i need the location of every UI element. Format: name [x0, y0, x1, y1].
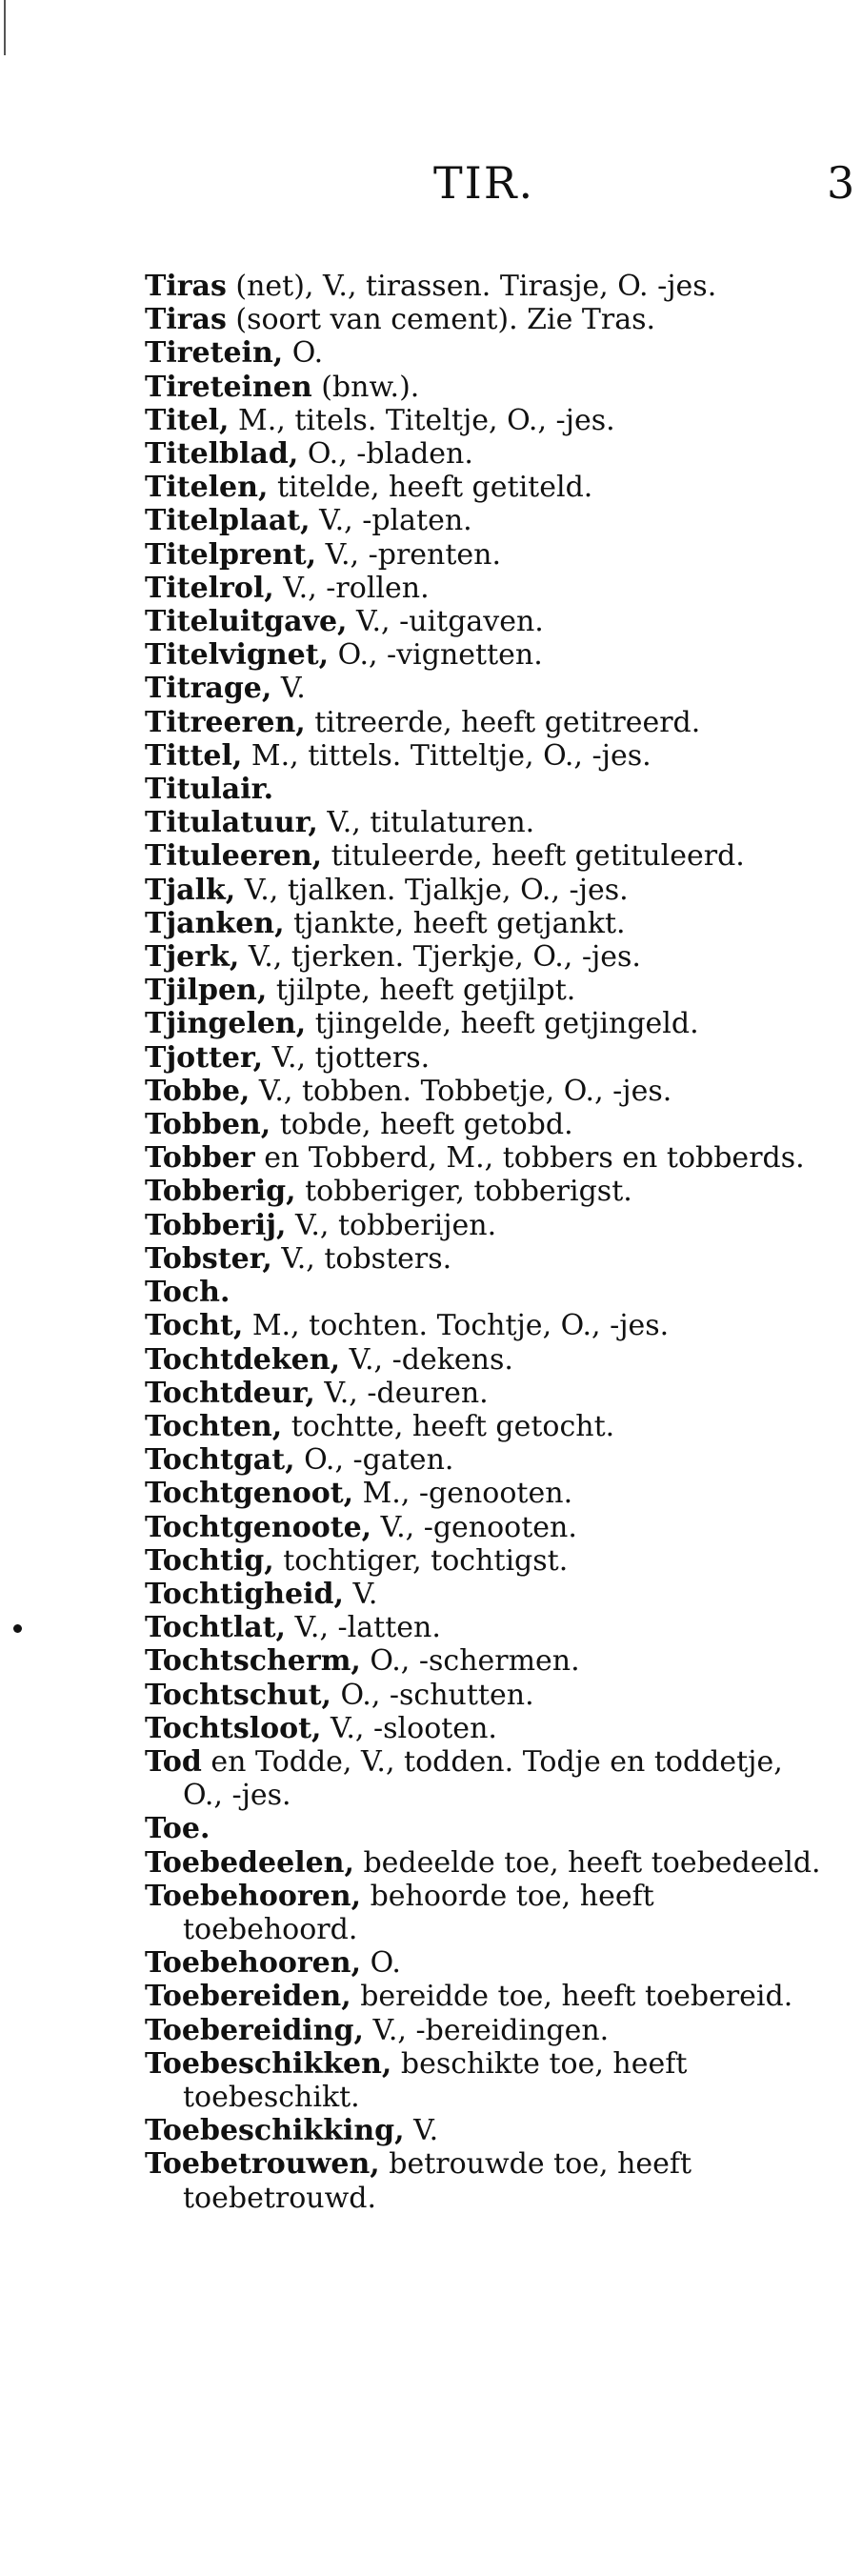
entry-headword: Titelblad,	[145, 437, 299, 472]
entry-definition: O., -vignetten.	[329, 638, 543, 673]
dictionary-entry	[145, 1846, 831, 1880]
entry-definition: M., titels. Titeltje, O., -jes.	[229, 403, 615, 437]
entry-headword: Tochtdeur,	[145, 1376, 315, 1410]
entry-headword: Toebetrouwen,	[145, 2147, 380, 2182]
dictionary-entry	[145, 1812, 831, 1845]
entry-definition: V.	[343, 1577, 378, 1611]
dictionary-entry	[145, 504, 831, 537]
entry-headword: Tochtschut,	[145, 1678, 331, 1712]
entry-definition: V., -bereidingen.	[363, 2013, 610, 2047]
dictionary-entry	[145, 1108, 831, 1141]
dictionary-entry	[145, 572, 831, 605]
entry-definition: V.	[271, 672, 306, 706]
entry-definition: V., tobberijen.	[286, 1208, 497, 1242]
entry-definition: V., tjotters.	[263, 1040, 431, 1075]
entry-definition: titelde, heeft getiteld.	[268, 471, 593, 505]
entry-headword: Titelen,	[145, 471, 269, 505]
dictionary-entry	[145, 806, 831, 839]
entry-definition: M., tittels. Titteltje, O., -jes.	[242, 738, 652, 773]
entry-headword: Titelprent,	[145, 537, 317, 572]
dictionary-entry	[145, 1679, 831, 1712]
entry-definition: bereidde toe, heeft toebereid.	[351, 1980, 793, 2014]
entry-headword: Tjalk,	[145, 873, 236, 907]
entry-headword: Tod	[145, 1744, 202, 1779]
entry-headword: Titelplaat,	[145, 504, 311, 538]
entry-definition: tobberiger, tobberigst.	[295, 1175, 632, 1209]
dictionary-entry	[145, 2147, 831, 2214]
entry-definition: O.	[361, 1946, 401, 1981]
entry-headword: Toebeschikking,	[145, 2114, 405, 2148]
margin-dot	[13, 1624, 22, 1633]
entry-headword: Tochtgenoote,	[145, 1510, 372, 1544]
entry-headword: Tjotter,	[145, 1040, 264, 1075]
entry-definition: (soort van cement). Zie Tras.	[226, 303, 656, 337]
entry-definition: titreerde, heeft getitreerd.	[305, 705, 701, 739]
entry-headword: Tobben,	[145, 1108, 271, 1142]
dictionary-entry	[145, 672, 831, 705]
entry-headword: Toebeschikken,	[145, 2046, 392, 2081]
entry-headword: Tochtdeken,	[145, 1342, 341, 1377]
entry-headword: Tireteinen	[145, 370, 312, 404]
entry-headword: Titreeren,	[145, 705, 306, 739]
dictionary-entry	[145, 638, 831, 672]
dictionary-entry	[145, 739, 831, 773]
entry-headword: Toebereiden,	[145, 1980, 351, 2014]
dictionary-entry	[145, 1075, 831, 1108]
entry-headword: Toebereiding,	[145, 2013, 364, 2047]
dictionary-entry	[145, 1309, 831, 1342]
entry-definition: V., -latten.	[285, 1611, 441, 1645]
entry-definition: V., -uitgaven.	[347, 605, 544, 639]
entry-headword: Titelrol,	[145, 571, 274, 605]
dictionary-entry	[145, 336, 831, 370]
entry-headword: Titrage,	[145, 672, 272, 706]
entry-definition: V.	[404, 2114, 439, 2148]
entry-headword: Tochtsloot,	[145, 1711, 322, 1745]
entry-headword: Tobbe,	[145, 1074, 251, 1108]
dictionary-entry	[145, 404, 831, 437]
dictionary-entry	[145, 773, 831, 806]
entry-headword: Tochtgenoot,	[145, 1477, 354, 1511]
entry-definition: M., -genooten.	[353, 1477, 573, 1511]
dictionary-entry	[145, 1511, 831, 1544]
entry-definition: tochtte, heeft getocht.	[282, 1409, 615, 1443]
entry-definition: tobde, heeft getobd.	[271, 1108, 573, 1142]
entry-definition: V., -dekens.	[340, 1342, 513, 1377]
entry-headword: Tiras	[145, 303, 227, 337]
entry-definition: V., -prenten.	[316, 537, 502, 572]
entry-definition: behoorde toe, heeft toebehoord.	[183, 1879, 654, 1946]
dictionary-entry	[145, 1578, 831, 1611]
entry-headword: Tittel,	[145, 738, 243, 773]
entry-headword: Tochtscherm,	[145, 1644, 361, 1679]
dictionary-entry	[145, 2014, 831, 2047]
dictionary-entry	[145, 1007, 831, 1040]
dictionary-entry	[145, 471, 831, 504]
dictionary-entry	[145, 270, 831, 303]
entry-definition: (bnw.).	[311, 370, 420, 404]
entry-definition: V., tobben. Tobbetje, O., -jes.	[250, 1074, 672, 1108]
entry-headword: Toebehooren,	[145, 1879, 362, 1913]
dictionary-entry	[145, 940, 831, 974]
entry-definition: tjingelde, heeft getjingeld.	[306, 1007, 699, 1041]
entry-definition: V., titulaturen.	[317, 806, 535, 840]
dictionary-entry	[145, 1544, 831, 1578]
entry-headword: Tobster,	[145, 1241, 272, 1276]
entry-headword: Tocht,	[145, 1309, 244, 1343]
entry-headword: Tobberig,	[145, 1175, 296, 1209]
entry-definition: O., -schutten.	[331, 1678, 534, 1712]
entry-definition: en Todde, V., todden. Todje en toddetje, O., -jes.	[183, 1744, 783, 1813]
entry-headword: Tiras	[145, 270, 227, 303]
dictionary-entry	[145, 1712, 831, 1745]
entry-definition: M., tochten. Tochtje, O., -jes.	[243, 1309, 670, 1343]
entry-headword: Tjilpen,	[145, 974, 268, 1008]
dictionary-entry	[145, 2114, 831, 2147]
entry-definition: V., tobsters.	[271, 1241, 452, 1276]
page-number: 3	[827, 157, 855, 209]
entry-headword: Tjerk,	[145, 940, 240, 975]
entry-definition: tituleerde, heeft getituleerd.	[322, 839, 745, 874]
entry-headword: Toe.	[145, 1812, 210, 1846]
page-header-title: TIR.	[433, 157, 535, 209]
entry-definition: (net), V., tirassen. Tirasje, O. -jes.	[226, 270, 717, 303]
dictionary-entry	[145, 1041, 831, 1075]
entry-definition: tjilpte, heeft getjilpt.	[267, 974, 576, 1008]
margin-mark	[4, 0, 6, 55]
dictionary-entry	[145, 538, 831, 572]
entry-definition: V., tjalken. Tjalkje, O., -jes.	[235, 873, 629, 907]
dictionary-entry	[145, 1343, 831, 1377]
entry-headword: Tobberij,	[145, 1208, 287, 1242]
dictionary-entry	[145, 1242, 831, 1276]
dictionary-entry	[145, 907, 831, 940]
entry-definition: tochtiger, tochtigst.	[273, 1543, 569, 1578]
dictionary-entry	[145, 706, 831, 739]
dictionary-entry	[145, 1175, 831, 1208]
entry-definition: betrouwde toe, heeft toebetrouwd.	[183, 2147, 692, 2215]
entry-definition: V., -rollen.	[273, 571, 430, 605]
dictionary-entry	[145, 371, 831, 404]
dictionary-entry	[145, 1611, 831, 1644]
entry-headword: Tiretein,	[145, 336, 284, 371]
entry-headword: Toebedeelen,	[145, 1845, 354, 1880]
entry-definition: V., -deuren.	[314, 1376, 489, 1410]
dictionary-entry	[145, 1980, 831, 2013]
dictionary-entry	[145, 1644, 831, 1678]
dictionary-entry	[145, 303, 831, 336]
entry-definition: V., -genooten.	[371, 1510, 577, 1544]
entry-headword: Tochtig,	[145, 1543, 274, 1578]
dictionary-entry	[145, 1477, 831, 1510]
entry-headword: Tituleeren,	[145, 839, 323, 874]
dictionary-entry	[145, 1276, 831, 1309]
dictionary-entry	[145, 1443, 831, 1477]
entry-headword: Tochtigheid,	[145, 1577, 344, 1611]
entry-definition: O., -gaten.	[294, 1443, 454, 1478]
dictionary-entry	[145, 1410, 831, 1443]
dictionary-entry	[145, 839, 831, 873]
dictionary-entry	[145, 874, 831, 907]
entry-headword: Titel,	[145, 403, 230, 437]
entry-headword: Tochten,	[145, 1409, 283, 1443]
entry-headword: Tobber	[145, 1141, 255, 1176]
entry-definition: beschikte toe, heeft toebeschikt.	[183, 2046, 688, 2114]
entry-headword: Toebehooren,	[145, 1946, 362, 1981]
entry-definition: en Tobberd, M., tobbers en tobberds.	[254, 1141, 805, 1176]
entry-headword: Tochtlat,	[145, 1611, 286, 1645]
dictionary-entry	[145, 1745, 831, 1812]
dictionary-entry	[145, 437, 831, 471]
dictionary-entry	[145, 1209, 831, 1242]
dictionary-entry	[145, 1946, 831, 1980]
entry-headword: Toch.	[145, 1276, 231, 1310]
entry-definition: V., -platen.	[310, 504, 472, 538]
entry-headword: Titeluitgave,	[145, 605, 348, 639]
entry-definition: O., -bladen.	[298, 437, 473, 472]
entry-headword: Titulair.	[145, 773, 274, 807]
entry-definition: V., -slooten.	[321, 1711, 497, 1745]
entry-definition: O.	[283, 336, 324, 371]
dictionary-entry	[145, 1880, 831, 1946]
entry-definition: tjankte, heeft getjankt.	[284, 906, 626, 940]
dictionary-entry-list	[145, 270, 831, 2215]
dictionary-entry	[145, 1141, 831, 1175]
entry-headword: Tochtgat,	[145, 1443, 295, 1478]
entry-definition: O., -schermen.	[360, 1644, 580, 1679]
entry-headword: Tjingelen,	[145, 1007, 307, 1041]
entry-headword: Titulatuur,	[145, 806, 318, 840]
entry-headword: Tjanken,	[145, 906, 285, 940]
dictionary-entry	[145, 2047, 831, 2114]
dictionary-entry	[145, 974, 831, 1007]
dictionary-entry	[145, 605, 831, 638]
dictionary-entry	[145, 1377, 831, 1410]
entry-headword: Titelvignet,	[145, 638, 330, 673]
entry-definition: V., tjerken. Tjerkje, O., -jes.	[239, 940, 641, 975]
entry-definition: bedeelde toe, heeft toebedeeld.	[353, 1845, 821, 1880]
